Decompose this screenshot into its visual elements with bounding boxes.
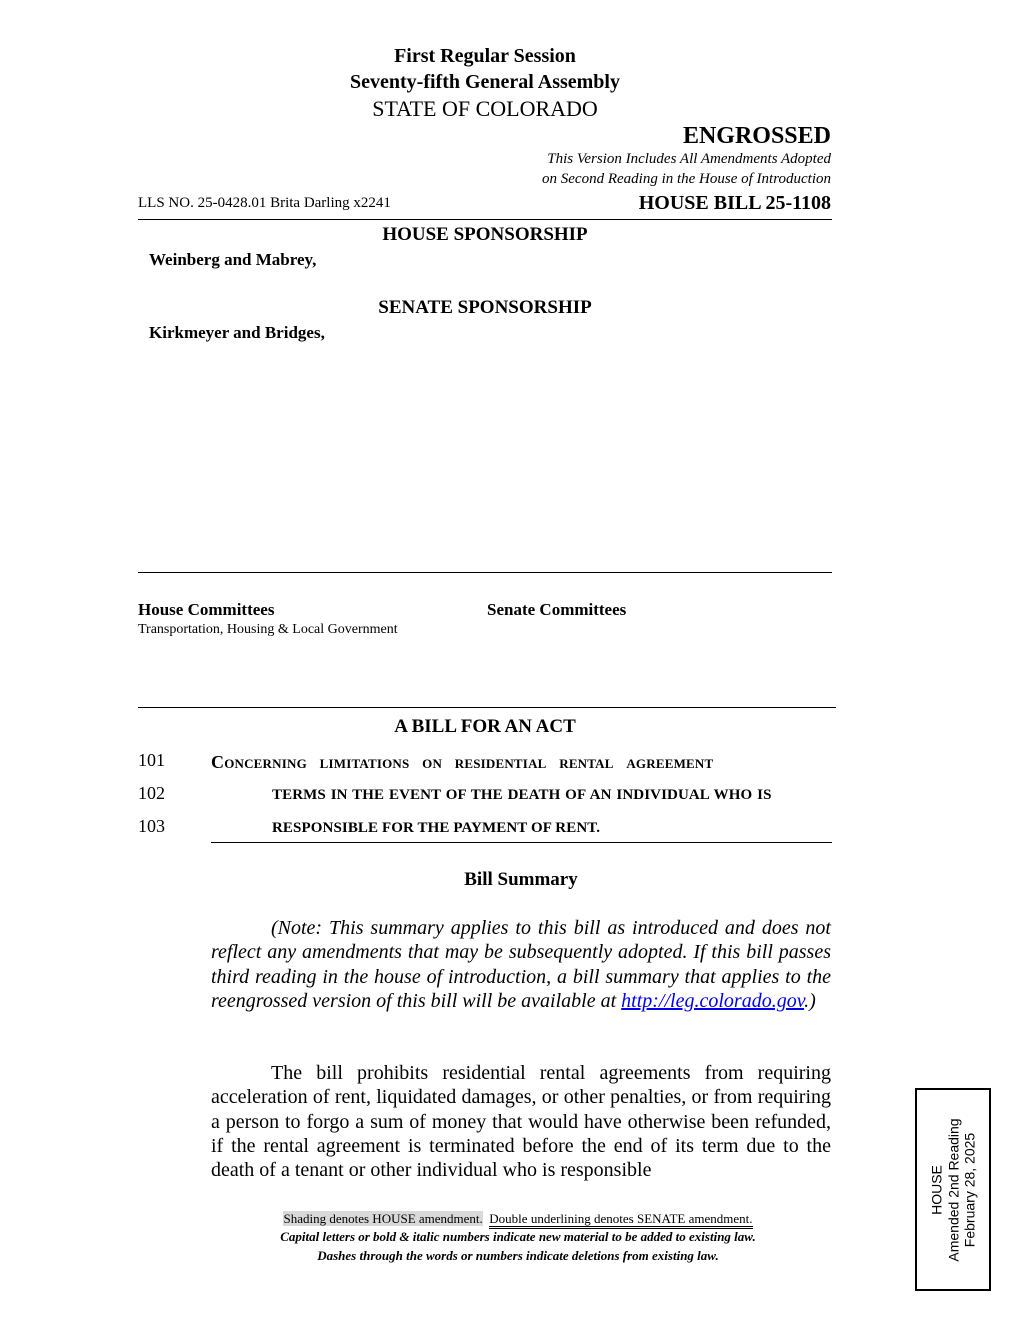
session-heading: First Regular Session	[394, 45, 576, 67]
house-committee-item: Transportation, Housing & Local Government	[138, 622, 398, 637]
line-number: 103	[138, 816, 165, 836]
summary-note-end: .)	[804, 989, 816, 1012]
summary-body	[211, 1061, 831, 1182]
senate-underline-legend: Double underlining denotes SENATE amendment.	[489, 1211, 752, 1229]
version-note-2: on Second Reading in the House of Introduction	[542, 171, 831, 187]
senate-committees-title: Senate Committees	[487, 600, 627, 619]
act-heading: A BILL FOR AN ACT	[394, 716, 576, 737]
summary-body-text: The bill prohibits residential rental agreements from requiring acceleration of rent, liquidated damages, or other penalties, or from requiring a person to forgo a sum of money that would have otherwise been refunded, if the rental agreement is terminated before the end of its term due to the death of a tenant or other individual who is responsible	[211, 1062, 831, 1182]
bill-number: HOUSE BILL 25-1108	[638, 192, 831, 214]
line-number: 102	[138, 783, 165, 803]
senate-sponsors: Kirkmeyer and Bridges,	[149, 323, 325, 342]
house-sponsorship-title: HOUSE SPONSORSHIP	[382, 224, 588, 245]
dashes-note: Dashes through the words or numbers indicate deletions from existing law.	[317, 1248, 719, 1263]
act-title-text: Concerning limitations on residential rental agreement	[211, 752, 714, 772]
capital-letters-note: Capital letters or bold & italic numbers indicate new material to be added to existing law.	[280, 1229, 756, 1244]
stamp-chamber: HOUSE	[928, 1164, 945, 1215]
senate-sponsorship-title: SENATE SPONSORSHIP	[378, 297, 592, 318]
amendment-legend	[138, 1211, 898, 1227]
act-title-line-2: TERMS IN THE EVENT OF THE DEATH OF AN INDIVIDUAL WHO IS	[272, 787, 772, 803]
version-note-1: This Version Includes All Amendments Adopted	[547, 151, 831, 167]
leg-colorado-link[interactable]: http://leg.colorado.gov	[621, 989, 805, 1012]
sponsorship-divider	[138, 572, 832, 573]
header-divider	[138, 219, 832, 220]
act-title-line-3: RESPONSIBLE FOR THE PAYMENT OF RENT.	[272, 820, 601, 836]
stamp-text	[928, 1095, 978, 1285]
house-shading-legend: Shading denotes HOUSE amendment.	[283, 1211, 483, 1226]
house-sponsors: Weinberg and Mabrey,	[149, 250, 317, 269]
lls-number: LLS NO. 25-0428.01 Brita Darling x2241	[138, 195, 391, 211]
amendment-stamp	[915, 1088, 991, 1291]
act-title-line-1	[211, 752, 831, 773]
line-number: 101	[138, 750, 165, 770]
committees-divider	[138, 707, 836, 708]
bill-summary-title: Bill Summary	[464, 869, 578, 890]
engrossed-status: ENGROSSED	[682, 123, 831, 149]
house-committees-title: House Committees	[138, 600, 275, 619]
assembly-heading: Seventy-fifth General Assembly	[350, 71, 620, 93]
title-divider	[211, 842, 832, 843]
stamp-date: February 28, 2025	[961, 1132, 978, 1247]
stamp-reading: Amended 2nd Reading	[944, 1117, 961, 1262]
summary-note-text: (Note: This summary applies to this bill as introduced and does not reflect any amendments that may be subsequently adopted. If this bill passes third reading in the house of introduction, a bill summary that applies to the reengrossed version of this bill will be available at	[211, 917, 831, 1012]
summary-note	[211, 916, 831, 1013]
state-heading: STATE OF COLORADO	[372, 96, 598, 121]
